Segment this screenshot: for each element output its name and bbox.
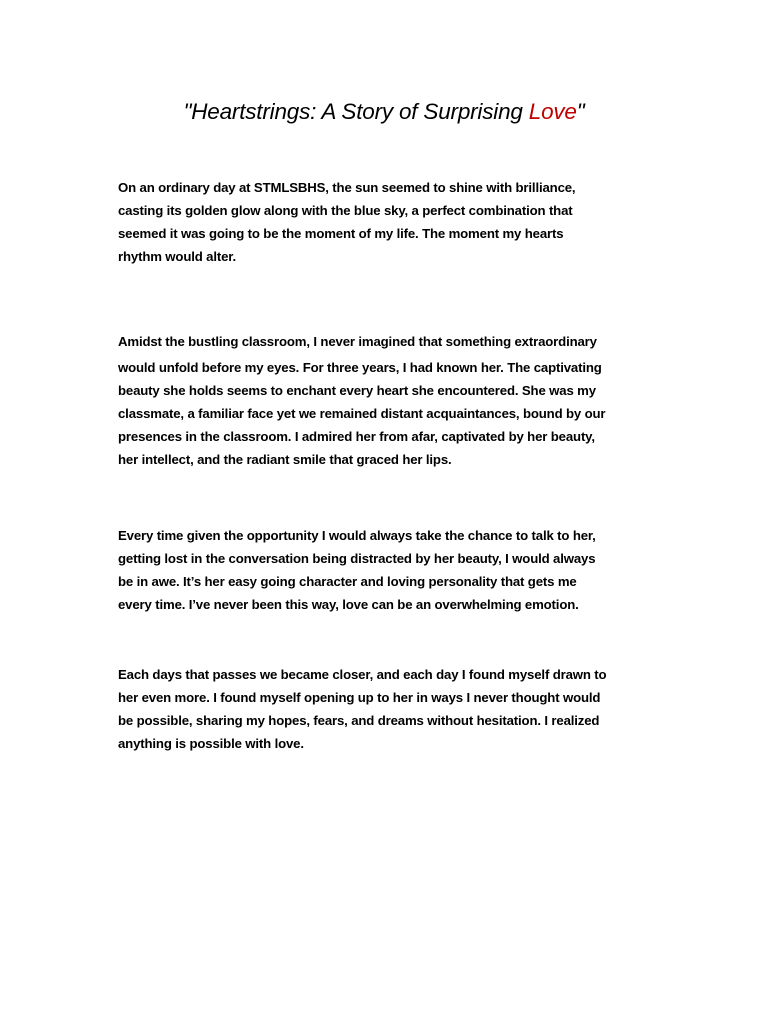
- text-line: her even more. I found myself opening up to her in ways I never thought would: [118, 690, 601, 705]
- text-line: Amidst the bustling classroom, I never imagined that something extraordinary: [118, 334, 597, 349]
- text-line: would unfold before my eyes. For three years, I had known her. The captivating: [118, 360, 602, 375]
- text-line: casting its golden glow along with the blue sky, a perfect combination that: [118, 203, 573, 218]
- text-line: anything is possible with love.: [118, 736, 304, 751]
- text-line: On an ordinary day at STMLSBHS, the sun seemed to shine with brilliance,: [118, 180, 576, 195]
- story-title: [0, 96, 768, 128]
- text-line: be possible, sharing my hopes, fears, and dreams without hesitation. I realized: [118, 713, 600, 728]
- text-line: presences in the classroom. I admired her from afar, captivated by her beauty,: [118, 429, 595, 444]
- text-line: rhythm would alter.: [118, 249, 237, 264]
- paragraph-1: [118, 176, 658, 268]
- paragraph-4: [118, 663, 658, 755]
- title-accent-word: Love: [528, 99, 577, 124]
- title-closing-quote: ": [576, 99, 585, 124]
- text-line: beauty she holds seems to enchant every heart she encountered. She was my: [118, 383, 596, 398]
- text-line: every time. I’ve never been this way, love can be an overwhelming emotion.: [118, 597, 579, 612]
- paragraph-2: [118, 330, 658, 471]
- text-line: be in awe. It’s her easy going character and loving personality that gets me: [118, 574, 577, 589]
- text-line: getting lost in the conversation being distracted by her beauty, I would always: [118, 551, 596, 566]
- text-line: Each days that passes we became closer, and each day I found myself drawn to: [118, 667, 607, 682]
- text-line: seemed it was going to be the moment of my life. The moment my hearts: [118, 226, 564, 241]
- title-text: "Heartstrings: A Story of Surprising: [183, 99, 529, 124]
- text-line: classmate, a familiar face yet we remained distant acquaintances, bound by our: [118, 406, 606, 421]
- text-line: Every time given the opportunity I would always take the chance to talk to her,: [118, 528, 596, 543]
- paragraph-3: [118, 524, 658, 616]
- text-line: her intellect, and the radiant smile that graced her lips.: [118, 452, 452, 467]
